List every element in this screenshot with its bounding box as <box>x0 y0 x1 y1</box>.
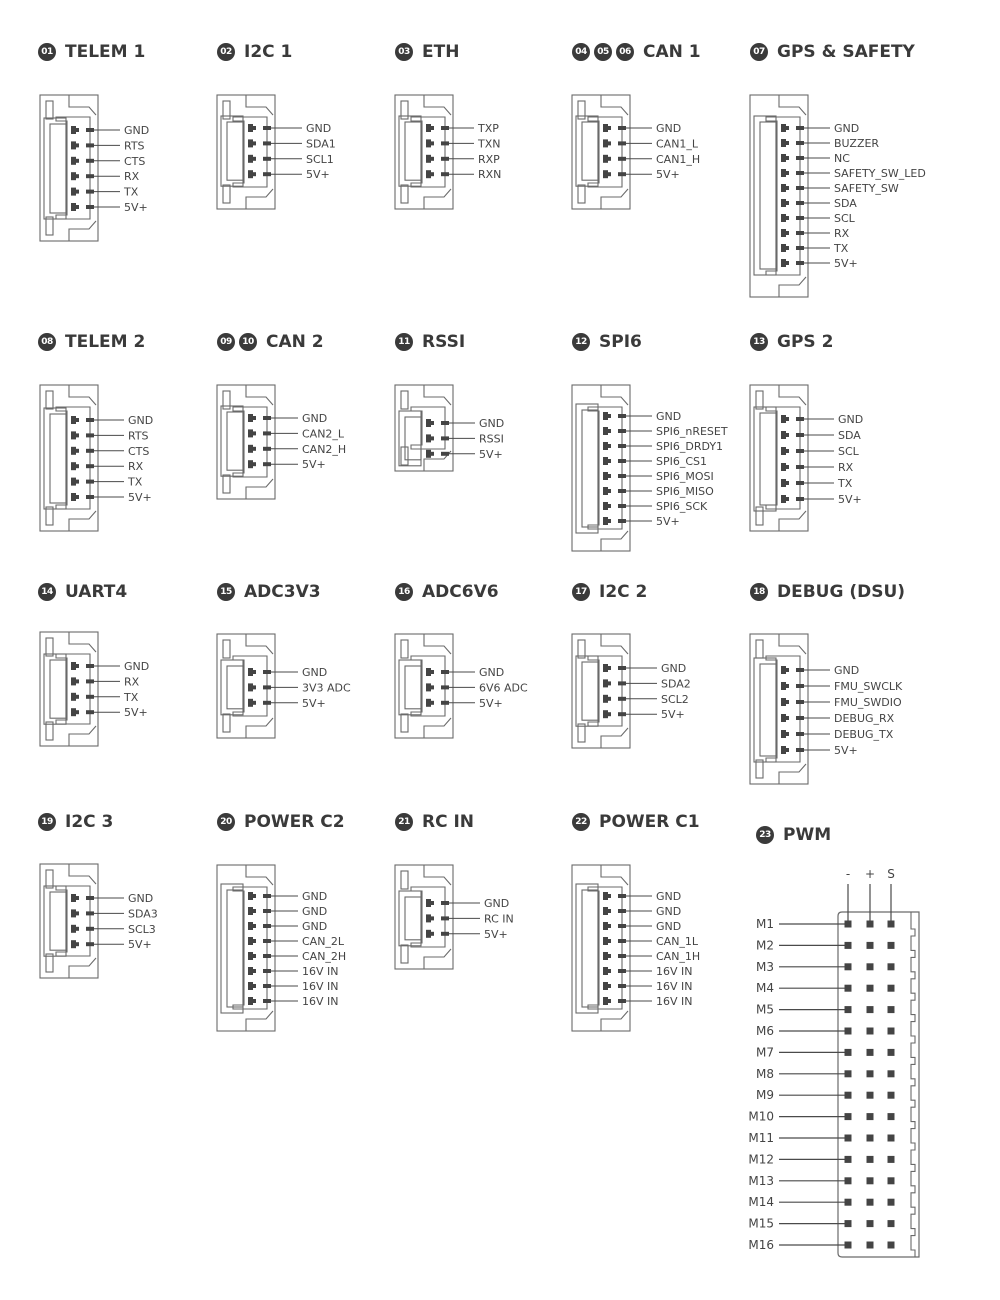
pin-label: 5V+ <box>302 458 326 472</box>
pin-label: CAN_2H <box>302 950 347 963</box>
pin-label: SPI6_MISO <box>656 485 714 498</box>
pin-label: SPI6_DRDY1 <box>656 440 724 453</box>
pin-label: 5V+ <box>302 696 326 710</box>
connector-title: TELEM 2 <box>65 332 146 352</box>
pin-label: SCL2 <box>661 692 689 706</box>
pwm-row-label: M5 <box>756 1002 774 1017</box>
connector-title: POWER C1 <box>599 812 700 832</box>
number-badge: 12 <box>572 333 590 351</box>
pin-label: GND <box>656 920 682 933</box>
pin-label: RXN <box>478 168 502 182</box>
pwm-row-label: M1 <box>756 917 774 931</box>
pin-label: BUZZER <box>834 137 880 150</box>
number-badge: 13 <box>750 333 768 351</box>
pin-label: GND <box>124 660 150 673</box>
number-badge: 11 <box>395 333 413 351</box>
pwm-row-label: M9 <box>756 1088 774 1103</box>
pwm-row-label: M16 <box>748 1238 774 1252</box>
pin-label: GND <box>661 662 687 675</box>
pin-label: TXN <box>478 137 501 151</box>
number-badge: 19 <box>38 813 56 831</box>
pin-label: GND <box>479 666 505 679</box>
pin-label: TX <box>124 185 139 199</box>
number-badge: 23 <box>756 826 774 844</box>
number-badge: 03 <box>395 43 413 61</box>
pin-label: 16V IN <box>656 980 693 993</box>
pin-label: CTS <box>124 154 146 168</box>
number-badge: 15 <box>217 583 235 601</box>
pin-label: CAN_1L <box>656 935 699 948</box>
pin-label: SPI6_MOSI <box>656 470 714 483</box>
pin-label: TX <box>128 475 143 489</box>
pin-label: SPI6_nRESET <box>656 425 728 438</box>
pwm-row-label: M12 <box>748 1152 774 1167</box>
number-badge: 21 <box>395 813 413 831</box>
connector-title: I2C 3 <box>65 812 114 832</box>
pin-label: SCL1 <box>306 152 334 166</box>
pin-label: SDA2 <box>661 677 691 691</box>
pin-label: GND <box>124 124 150 137</box>
pin-label: 5V+ <box>834 257 858 270</box>
pin-label: GND <box>302 412 328 425</box>
pin-label: CAN1_H <box>656 152 701 166</box>
pin-label: GND <box>302 905 328 918</box>
number-badge: 18 <box>750 583 768 601</box>
pin-label: SPI6_SCK <box>656 500 708 513</box>
connector-title: CAN 1 <box>643 42 701 62</box>
connector-title: I2C 2 <box>599 582 648 602</box>
connector-title: I2C 1 <box>244 42 293 62</box>
pin-label: SAFETY_SW <box>834 182 899 195</box>
pin-label: TXP <box>478 122 499 135</box>
pin-label: CAN_2L <box>302 935 345 948</box>
pin-label: RX <box>124 675 140 689</box>
pin-label: 5V+ <box>479 696 503 710</box>
pwm-row-label: M2 <box>756 938 774 953</box>
pin-label: NC <box>834 152 850 165</box>
pwm-row-label: M15 <box>748 1216 774 1231</box>
pin-label: 5V+ <box>124 706 148 720</box>
connector-title: PWM <box>783 825 832 845</box>
pin-label: RXP <box>478 152 500 166</box>
pin-label: 5V+ <box>484 927 508 941</box>
pin-label: 5V+ <box>306 168 330 182</box>
number-badge: 02 <box>217 43 235 61</box>
pin-label: GND <box>656 890 682 903</box>
number-badge: 08 <box>38 333 56 351</box>
pin-label: TX <box>834 242 849 255</box>
pwm-row-label: M8 <box>756 1066 774 1081</box>
pwm-row-label: M4 <box>756 981 774 996</box>
pin-label: SAFETY_SW_LED <box>834 167 926 180</box>
pin-label: SDA <box>834 197 857 210</box>
pin-label: 5V+ <box>479 447 503 461</box>
pin-label: DEBUG_RX <box>834 712 895 725</box>
pwm-row-label: M13 <box>748 1173 774 1188</box>
pin-label: GND <box>128 892 154 905</box>
pin-label: SDA3 <box>128 907 158 921</box>
pwm-row-label: M3 <box>756 959 774 974</box>
pin-label: CAN1_L <box>656 137 699 151</box>
number-badge: 04 <box>572 43 590 61</box>
connector-title: RSSI <box>422 332 466 352</box>
pin-label: 5V+ <box>834 744 858 757</box>
pin-label: 5V+ <box>128 491 152 504</box>
connector-title: TELEM 1 <box>65 42 146 62</box>
pin-label: GND <box>834 122 860 135</box>
connector-title: SPI6 <box>599 332 642 352</box>
pin-label: SDA1 <box>306 137 336 151</box>
pin-label: GND <box>656 410 682 423</box>
pin-label: RTS <box>124 139 145 153</box>
pwm-row-label: M10 <box>748 1109 774 1124</box>
number-badge: 20 <box>217 813 235 831</box>
connector-title: UART4 <box>65 582 128 602</box>
pwm-column-label: S <box>887 867 895 881</box>
number-badge: 22 <box>572 813 590 831</box>
pwm-row-label: M7 <box>756 1045 774 1060</box>
pin-label: GND <box>656 122 682 135</box>
pin-label: SPI6_CS1 <box>656 455 708 468</box>
pin-label: RX <box>124 170 140 184</box>
pin-label: CAN_1H <box>656 950 701 963</box>
pwm-row-label: M14 <box>748 1195 774 1210</box>
pwm-column-label: - <box>845 867 851 881</box>
pin-label: SCL <box>838 445 859 458</box>
connector-title: GPS 2 <box>777 332 834 352</box>
connector-title: ADC6V6 <box>422 582 499 602</box>
number-badge: 16 <box>395 583 413 601</box>
pin-label: GND <box>834 664 860 677</box>
pin-label: GND <box>306 122 332 135</box>
number-badge: 07 <box>750 43 768 61</box>
pin-label: TX <box>838 477 853 490</box>
number-badge: 17 <box>572 583 590 601</box>
pin-label: 5V+ <box>128 938 152 952</box>
pin-label: 16V IN <box>656 965 693 978</box>
pin-label: 5V+ <box>656 168 680 182</box>
pin-label: TX <box>124 690 139 704</box>
pin-label: 16V IN <box>302 980 339 993</box>
connector-title: GPS & SAFETY <box>777 42 915 62</box>
connector-title: RC IN <box>422 812 475 832</box>
number-badge: 05 <box>594 43 612 61</box>
number-badge: 10 <box>239 333 257 351</box>
pin-label: RSSI <box>479 432 504 446</box>
pin-label: GND <box>302 666 328 679</box>
connector-title: ADC3V3 <box>244 582 321 602</box>
pin-label: FMU_SWDIO <box>834 696 902 709</box>
pin-label: CAN2_L <box>302 427 345 441</box>
pin-label: RX <box>128 460 144 474</box>
connector-title: DEBUG (DSU) <box>777 582 906 602</box>
pwm-row-label: M6 <box>756 1024 774 1038</box>
number-badge: 09 <box>217 333 235 351</box>
pin-label: GND <box>838 413 864 426</box>
pin-label: GND <box>128 414 154 427</box>
pin-label: SCL <box>834 212 855 225</box>
pin-label: 5V+ <box>656 515 680 528</box>
number-badge: 06 <box>616 43 634 61</box>
pin-label: SDA <box>838 429 861 442</box>
connector-title: ETH <box>422 42 460 62</box>
number-badge: 14 <box>38 583 56 601</box>
pin-label: SCL3 <box>128 922 156 936</box>
pin-label: CAN2_H <box>302 442 347 456</box>
pin-label: 5V+ <box>838 493 862 506</box>
pin-label: GND <box>484 897 510 910</box>
pin-label: FMU_SWCLK <box>834 680 903 693</box>
pin-label: 3V3 ADC <box>302 681 351 695</box>
pin-label: RX <box>834 227 850 240</box>
pin-label: RTS <box>128 429 149 443</box>
pin-label: GND <box>656 905 682 918</box>
connector-title: POWER C2 <box>244 812 345 832</box>
pin-label: DEBUG_TX <box>834 728 894 741</box>
pin-label: 16V IN <box>656 995 693 1008</box>
pwm-column-label: + <box>864 867 876 881</box>
pin-label: 5V+ <box>661 708 685 722</box>
pin-label: GND <box>479 417 505 430</box>
connector-pwm-title <box>756 825 831 845</box>
number-badge: 01 <box>38 43 56 61</box>
pin-label: RX <box>838 461 854 474</box>
pwm-row-label: M11 <box>748 1131 774 1145</box>
pin-label: GND <box>302 920 328 933</box>
pin-label: RC IN <box>484 912 514 926</box>
connector-title: CAN 2 <box>266 332 324 352</box>
pin-label: CTS <box>128 444 150 458</box>
pin-label: 5V+ <box>124 201 148 214</box>
pin-label: GND <box>302 890 328 903</box>
pin-label: 6V6 ADC <box>479 681 528 695</box>
pin-label: 16V IN <box>302 965 339 978</box>
pin-label: 16V IN <box>302 995 339 1008</box>
